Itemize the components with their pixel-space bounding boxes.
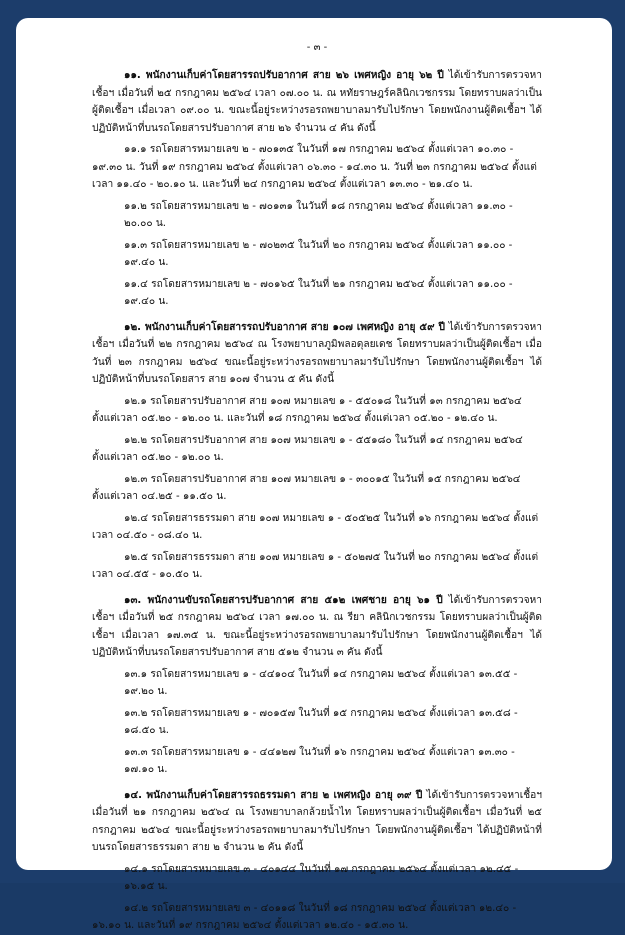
case-12-paragraph [92,319,542,389]
case-11-paragraph [92,67,542,137]
case-14-lead: ๑๔. พนักงานเก็บค่าโดยสารรถธรรมดา สาย ๒ เพศหญิง อายุ ๓๙ ปี [124,789,423,801]
case-12-item: ๑๒.๑ รถโดยสารปรับอากาศ สาย ๑๐๗ หมายเลข ๑ - ๕๕๐๑๘ ในวันที่ ๑๓ กรกฎาคม ๒๕๖๔ ตั้งแต่เวลา ๐๕.๒๐ - ๑๒.๐๐ น. และวันที่ ๑๘ กรกฎาคม ๒๕๖๔ ตั้งแต่เวลา ๐๕.๒๐ - ๑๒.๔๐ น. [92,395,522,424]
case-12 [92,319,542,584]
document-page [16,18,612,931]
case-13-item: ๑๓.๑ รถโดยสารหมายเลข ๑ - ๔๔๑๐๔ ในวันที่ ๑๔ กรกฎาคม ๒๕๖๔ ตั้งแต่เวลา ๑๓.๕๕ - ๑๙.๒๐ น. [124,668,518,697]
case-11-item: ๑๑.๒ รถโดยสารหมายเลข ๒ - ๗๐๑๓๑ ในวันที่ ๑๘ กรกฎาคม ๒๕๖๔ ตั้งแต่เวลา ๑๑.๓๐ - ๒๐.๐๐ น. [124,200,513,229]
case-12-body: ได้เข้ารับการตรวจหาเชื้อฯ เมื่อวันที่ ๒๒ กรกฎาคม ๒๕๖๔ ณ โรงพยาบาลภูมิพลอดุลยเดช โดยทราบผลว่าเป็นผู้ติดเชื้อฯ เมื่อวันที่ ๒๓ กรกฎาคม ๒๕๖๔ ขณะนี้อยู่ระหว่างรอรถพยาบาลมารับไปรักษา โดยพนักงานผู้ติดเชื้อฯ ได้ปฏิบัติหน้าที่บนรถโดยสาร สาย ๑๐๗ จำนวน ๕ คัน ดังนี้ [92,321,542,385]
case-12-item: ๑๒.๕ รถโดยสารธรรมดา สาย ๑๐๗ หมายเลข ๑ - ๕๐๒๗๕ ในวันที่ ๒๐ กรกฎาคม ๒๕๖๔ ตั้งแต่เวลา ๐๔.๕๕ - ๑๐.๕๐ น. [92,551,539,580]
case-14-body: ได้เข้ารับการตรวจหาเชื้อฯ เมื่อวันที่ ๒๑ กรกฎาคม ๒๕๖๔ ณ โรงพยาบาลกล้วยน้ำไท โดยทราบผลว่าเป็นผู้ติดเชื้อฯ เมื่อวันที่ ๒๕ กรกฎาคม ๒๕๖๔ ขณะนี้อยู่ระหว่างรอรถพยาบาลมารับไปรักษา โดยพนักงานผู้ติดเชื้อฯ ได้ปฏิบัติหน้าที่บนรถโดยสารธรรมดา สาย ๒ จำนวน ๒ คัน ดังนี้ [92,789,542,853]
case-14-item: ๑๔.๑ รถโดยสารหมายเลข ๓ - ๔๐๑๔๔ ในวันที่ ๑๗ กรกฎาคม ๒๕๖๔ ตั้งแต่เวลา ๑๒.๔๕ - ๑๖.๑๕ น. [124,863,519,892]
case-11-item: ๑๑.๑ รถโดยสารหมายเลข ๒ - ๗๐๑๓๕ ในวันที่ ๑๗ กรกฎาคม ๒๕๖๔ ตั้งแต่เวลา ๑๐.๓๐ - ๑๙.๓๐ น. วันที่ ๑๙ กรกฎาคม ๒๕๖๔ ตั้งแต่เวลา ๐๖.๓๐ - ๑๔.๓๐ น. วันที่ ๒๓ กรกฎาคม ๒๕๖๔ ตั้งแต่เวลา ๑๑.๔๐ - ๒๐.๑๐ น. และวันที่ ๒๔ กรกฎาคม ๒๕๖๔ ตั้งแต่เวลา ๑๓.๓๐ - ๒๑.๔๐ น. [92,144,537,190]
case-11-item: ๑๑.๓ รถโดยสารหมายเลข ๒ - ๗๐๒๓๕ ในวันที่ ๒๐ กรกฎาคม ๒๕๖๔ ตั้งแต่เวลา ๑๑.๐๐ - ๑๙.๔๐ น. [124,239,513,268]
page-number: - ๓ - [306,42,328,53]
case-13-item: ๑๓.๒ รถโดยสารหมายเลข ๑ - ๗๐๑๕๗ ในวันที่ ๑๕ กรกฎาคม ๒๕๖๔ ตั้งแต่เวลา ๑๓.๕๘ - ๑๘.๕๐ น. [124,707,518,736]
case-13 [92,592,542,779]
case-12-lead: ๑๒. พนักงานเก็บค่าโดยสารรถปรับอากาศ สาย ๑๐๗ เพศหญิง อายุ ๕๙ ปี [124,321,445,333]
case-12-item: ๑๒.๒ รถโดยสารปรับอากาศ สาย ๑๐๗ หมายเลข ๑ - ๕๕๑๘๐ ในวันที่ ๑๔ กรกฎาคม ๒๕๖๔ ตั้งแต่เวลา ๐๕.๒๐ - ๑๒.๐๐ น. [92,434,523,463]
case-11-item: ๑๑.๔ รถโดยสารหมายเลข ๒ - ๗๐๑๖๕ ในวันที่ ๒๑ กรกฎาคม ๒๕๖๔ ตั้งแต่เวลา ๑๑.๐๐ - ๑๙.๔๐ น. [124,278,513,307]
case-14-paragraph [92,787,542,857]
case-11-body: ได้เข้ารับการตรวจหาเชื้อฯ เมื่อวันที่ ๒๕ กรกฎาคม ๒๕๖๔ เวลา ๐๗.๐๐ น. ณ หทัยราษฎร์คลินิกเวชกรรม โดยทราบผลว่าเป็นผู้ติดเชื้อฯ เมื่อเวลา ๐๙.๐๐ น. ขณะนี้อยู่ระหว่างรอรถพยาบาลมารับไปรักษา โดยพนักงานผู้ติดเชื้อฯ ได้ปฏิบัติหน้าที่บนรถโดยสารปรับอากาศ สาย ๒๖ จำนวน ๔ คัน ดังนี้ [92,70,542,134]
case-14 [92,787,542,935]
case-13-lead: ๑๓. พนักงานขับรถโดยสารปรับอากาศ สาย ๕๑๒ เพศชาย อายุ ๖๑ ปี [124,594,443,606]
case-13-paragraph [92,592,542,662]
case-14-item: ๑๔.๒ รถโดยสารหมายเลข ๓ - ๔๐๑๑๘ ในวันที่ ๑๘ กรกฎาคม ๒๕๖๔ ตั้งแต่เวลา ๑๒.๔๐ - ๑๖.๑๐ น. และวันที่ ๑๙ กรกฎาคม ๒๕๖๔ ตั้งแต่เวลา ๑๒.๔๐ - ๑๕.๓๐ น. [92,902,517,931]
case-13-body: ได้เข้ารับการตรวจหาเชื้อฯ เมื่อวันที่ ๒๕ กรกฎาคม ๒๕๖๔ เวลา ๑๗.๐๐ น. ณ รียา คลินิกเวชกรรม โดยทราบผลว่าเป็นผู้ติดเชื้อฯ เมื่อเวลา ๑๗.๓๕ น. ขณะนี้อยู่ระหว่างรอรถพยาบาลมารับไปรักษา โดยพนักงานผู้ติดเชื้อฯ ได้ปฏิบัติหน้าที่บนรถโดยสารปรับอากาศ สาย ๕๑๒ จำนวน ๓ คัน ดังนี้ [92,594,542,658]
case-12-item: ๑๒.๔ รถโดยสารธรรมดา สาย ๑๐๗ หมายเลข ๑ - ๕๐๕๒๕ ในวันที่ ๑๖ กรกฎาคม ๒๕๖๔ ตั้งแต่เวลา ๐๔.๕๐ - ๐๘.๔๐ น. [92,512,539,541]
case-11 [92,67,542,311]
case-12-item: ๑๒.๓ รถโดยสารปรับอากาศ สาย ๑๐๗ หมายเลข ๑ - ๓๐๐๑๕ ในวันที่ ๑๕ กรกฎาคม ๒๕๖๔ ตั้งแต่เวลา ๐๔.๒๕ - ๑๑.๕๐ น. [92,473,521,502]
case-13-item: ๑๓.๓ รถโดยสารหมายเลข ๑ - ๔๔๑๒๗ ในวันที่ ๑๖ กรกฎาคม ๒๕๖๔ ตั้งแต่เวลา ๑๓.๓๐ - ๑๗.๑๐ น. [124,746,515,775]
case-11-lead: ๑๑. พนักงานเก็บค่าโดยสารรถปรับอากาศ สาย ๒๖ เพศหญิง อายุ ๖๒ ปี [124,70,444,81]
